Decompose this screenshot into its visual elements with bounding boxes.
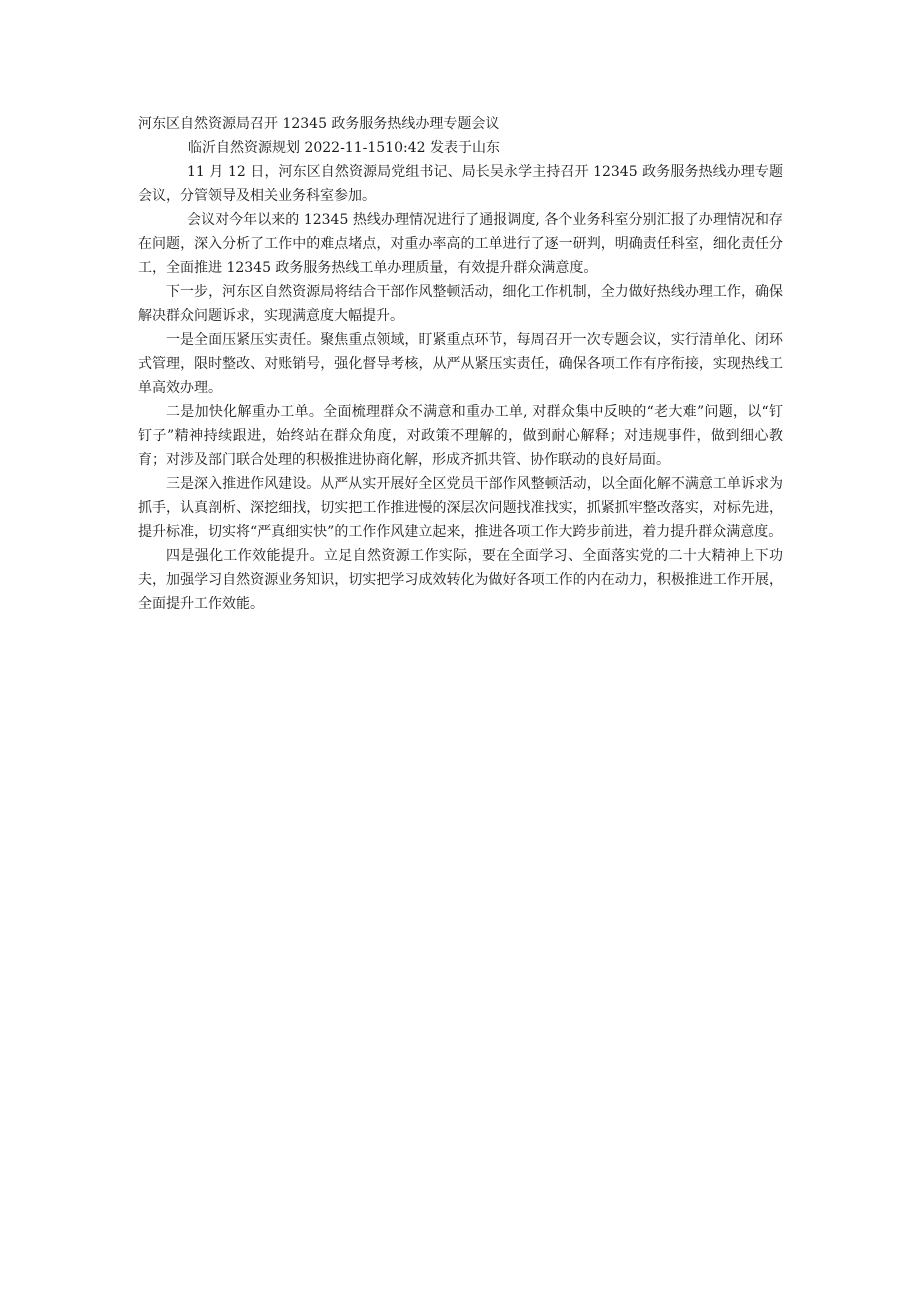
document-page: [138, 112, 783, 616]
document-title: 河东区自然资源局召开 12345 政务服务热线办理专题会议: [138, 116, 500, 132]
paragraph-6: 三是深入推进作风建设。从严从实开展好全区党员干部作风整顿活动，以全面化解不满意工单诉求为抓手，认真剖析、深挖细找，切实把工作推进慢的深层次问题找准找实，抓紧抓牢整改落实，对标先进，提升标准，切实将“严真细实快”的工作作风建立起来，推进各项工作大跨步前进，着力提升群众满意度。: [138, 476, 783, 540]
paragraph-5: 二是加快化解重办工单。全面梳理群众不满意和重办工单, 对群众集中反映的“老大难”问题，以“钉钉子”精神持续跟进，始终站在群众角度，对政策不理解的，做到耐心解释；对违规事件，做到细心教育；对涉及部门联合处理的积极推进协商化解，形成齐抓共管、协作联动的良好局面。: [138, 404, 783, 468]
paragraph-3: 下一步，河东区自然资源局将结合干部作风整顿活动，细化工作机制，全力做好热线办理工作，确保解决群众问题诉求，实现满意度大幅提升。: [138, 284, 783, 324]
paragraph-7: 四是强化工作效能提升。立足自然资源工作实际，要在全面学习、全面落实党的二十大精神上下功夫，加强学习自然资源业务知识，切实把学习成效转化为做好各项工作的内在动力，积极推进工作开展，全面提升工作效能。: [138, 548, 783, 612]
paragraph-4: 一是全面压紧压实责任。聚焦重点领域，盯紧重点环节，每周召开一次专题会议，实行清单化、闭环式管理，限时整改、对账销号，强化督导考核，从严从紧压实责任，确保各项工作有序衔接，实现热线工单高效办理。: [138, 332, 783, 396]
paragraph-1: 11 月 12 日，河东区自然资源局党组书记、局长吴永学主持召开 12345 政务服务热线办理专题会议，分管领导及相关业务科室参加。: [138, 164, 783, 204]
paragraph-2: 会议对今年以来的 12345 热线办理情况进行了通报调度, 各个业务科室分别汇报了办理情况和存在问题，深入分析了工作中的难点堵点，对重办率高的工单进行了逐一研判，明确责任科室，细化责任分工，全面推进 12345 政务服务热线工单办理质量，有效提升群众满意度。: [138, 212, 783, 276]
document-meta: 临沂自然资源规划 2022-11-1510:42 发表于山东: [188, 140, 500, 156]
